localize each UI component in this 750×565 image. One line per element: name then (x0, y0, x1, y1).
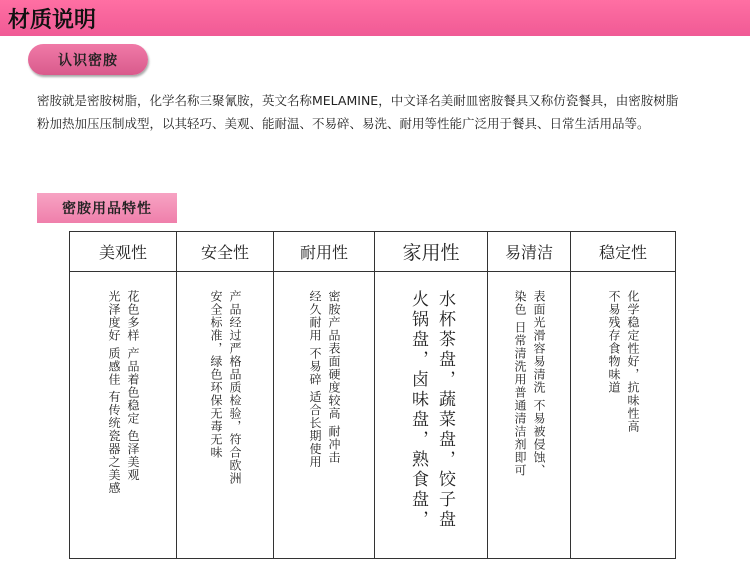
feature-line: 经久耐用 不易碎 适合长期使用 (308, 290, 322, 469)
feature-title: 安全性 (177, 232, 273, 272)
feature-line: 化学稳定性好，抗味性高 (626, 290, 640, 433)
feature-column-durability (274, 232, 375, 558)
feature-description (305, 290, 343, 558)
feature-title: 美观性 (70, 232, 176, 272)
page-title: 材质说明 (8, 8, 97, 33)
intro-paragraph (37, 89, 742, 135)
feature-line: 光泽度好 质感佳 有传统瓷器之美感 (107, 290, 121, 495)
intro-tag (28, 44, 148, 75)
feature-line: 水杯茶盘，蔬菜盘，饺子盘 (435, 290, 455, 530)
features-tag (37, 193, 177, 223)
feature-column-safety (177, 232, 274, 558)
feature-line: 花色多样 产品着色稳定 色泽美观 (126, 290, 140, 482)
feature-line: 密胺产品表面硬度较高 耐冲击 (327, 290, 341, 464)
intro-tag-label: 认识密胺 (58, 52, 118, 69)
feature-title: 易清洁 (488, 232, 570, 272)
feature-line: 不易残存食物味道 (607, 290, 621, 394)
feature-line: 染色 日常清洗用普通清洁剂即可 (513, 290, 527, 477)
features-tag-label: 密胺用品特性 (62, 201, 152, 217)
feature-title: 耐用性 (274, 232, 374, 272)
feature-line: 产品经过严格品质检验，符合欧洲 (228, 290, 242, 485)
feature-column-household (375, 232, 488, 558)
feature-line: 表面光滑容易清洗 不易被侵蚀、 (532, 290, 546, 477)
feature-column-easy-clean (488, 232, 571, 558)
feature-column-stability (571, 232, 675, 558)
feature-column-appearance (70, 232, 177, 558)
feature-description (510, 290, 548, 558)
feature-description (206, 290, 244, 558)
feature-description (604, 290, 642, 558)
feature-description (404, 290, 458, 558)
features-table (69, 231, 676, 559)
feature-title: 稳定性 (571, 232, 675, 272)
header-bar (0, 0, 750, 36)
feature-line: 火锅盘，卤味盘，熟食盘， (408, 290, 428, 530)
intro-line-1: 密胺就是密胺树脂，化学名称三聚氰胺，英文名称MELAMINE，中文译名美耐皿密胺餐具又称仿瓷餐具，由密胺树脂 (37, 93, 679, 108)
feature-description (104, 290, 142, 558)
feature-title: 家用性 (375, 232, 487, 272)
feature-line: 安全标准，绿色环保无毒无味 (209, 290, 223, 459)
intro-line-2: 粉加热加压压制成型，以其轻巧、美观、能耐温、不易碎、易洗、耐用等性能广泛用于餐具、日常生活用品等。 (37, 116, 650, 131)
